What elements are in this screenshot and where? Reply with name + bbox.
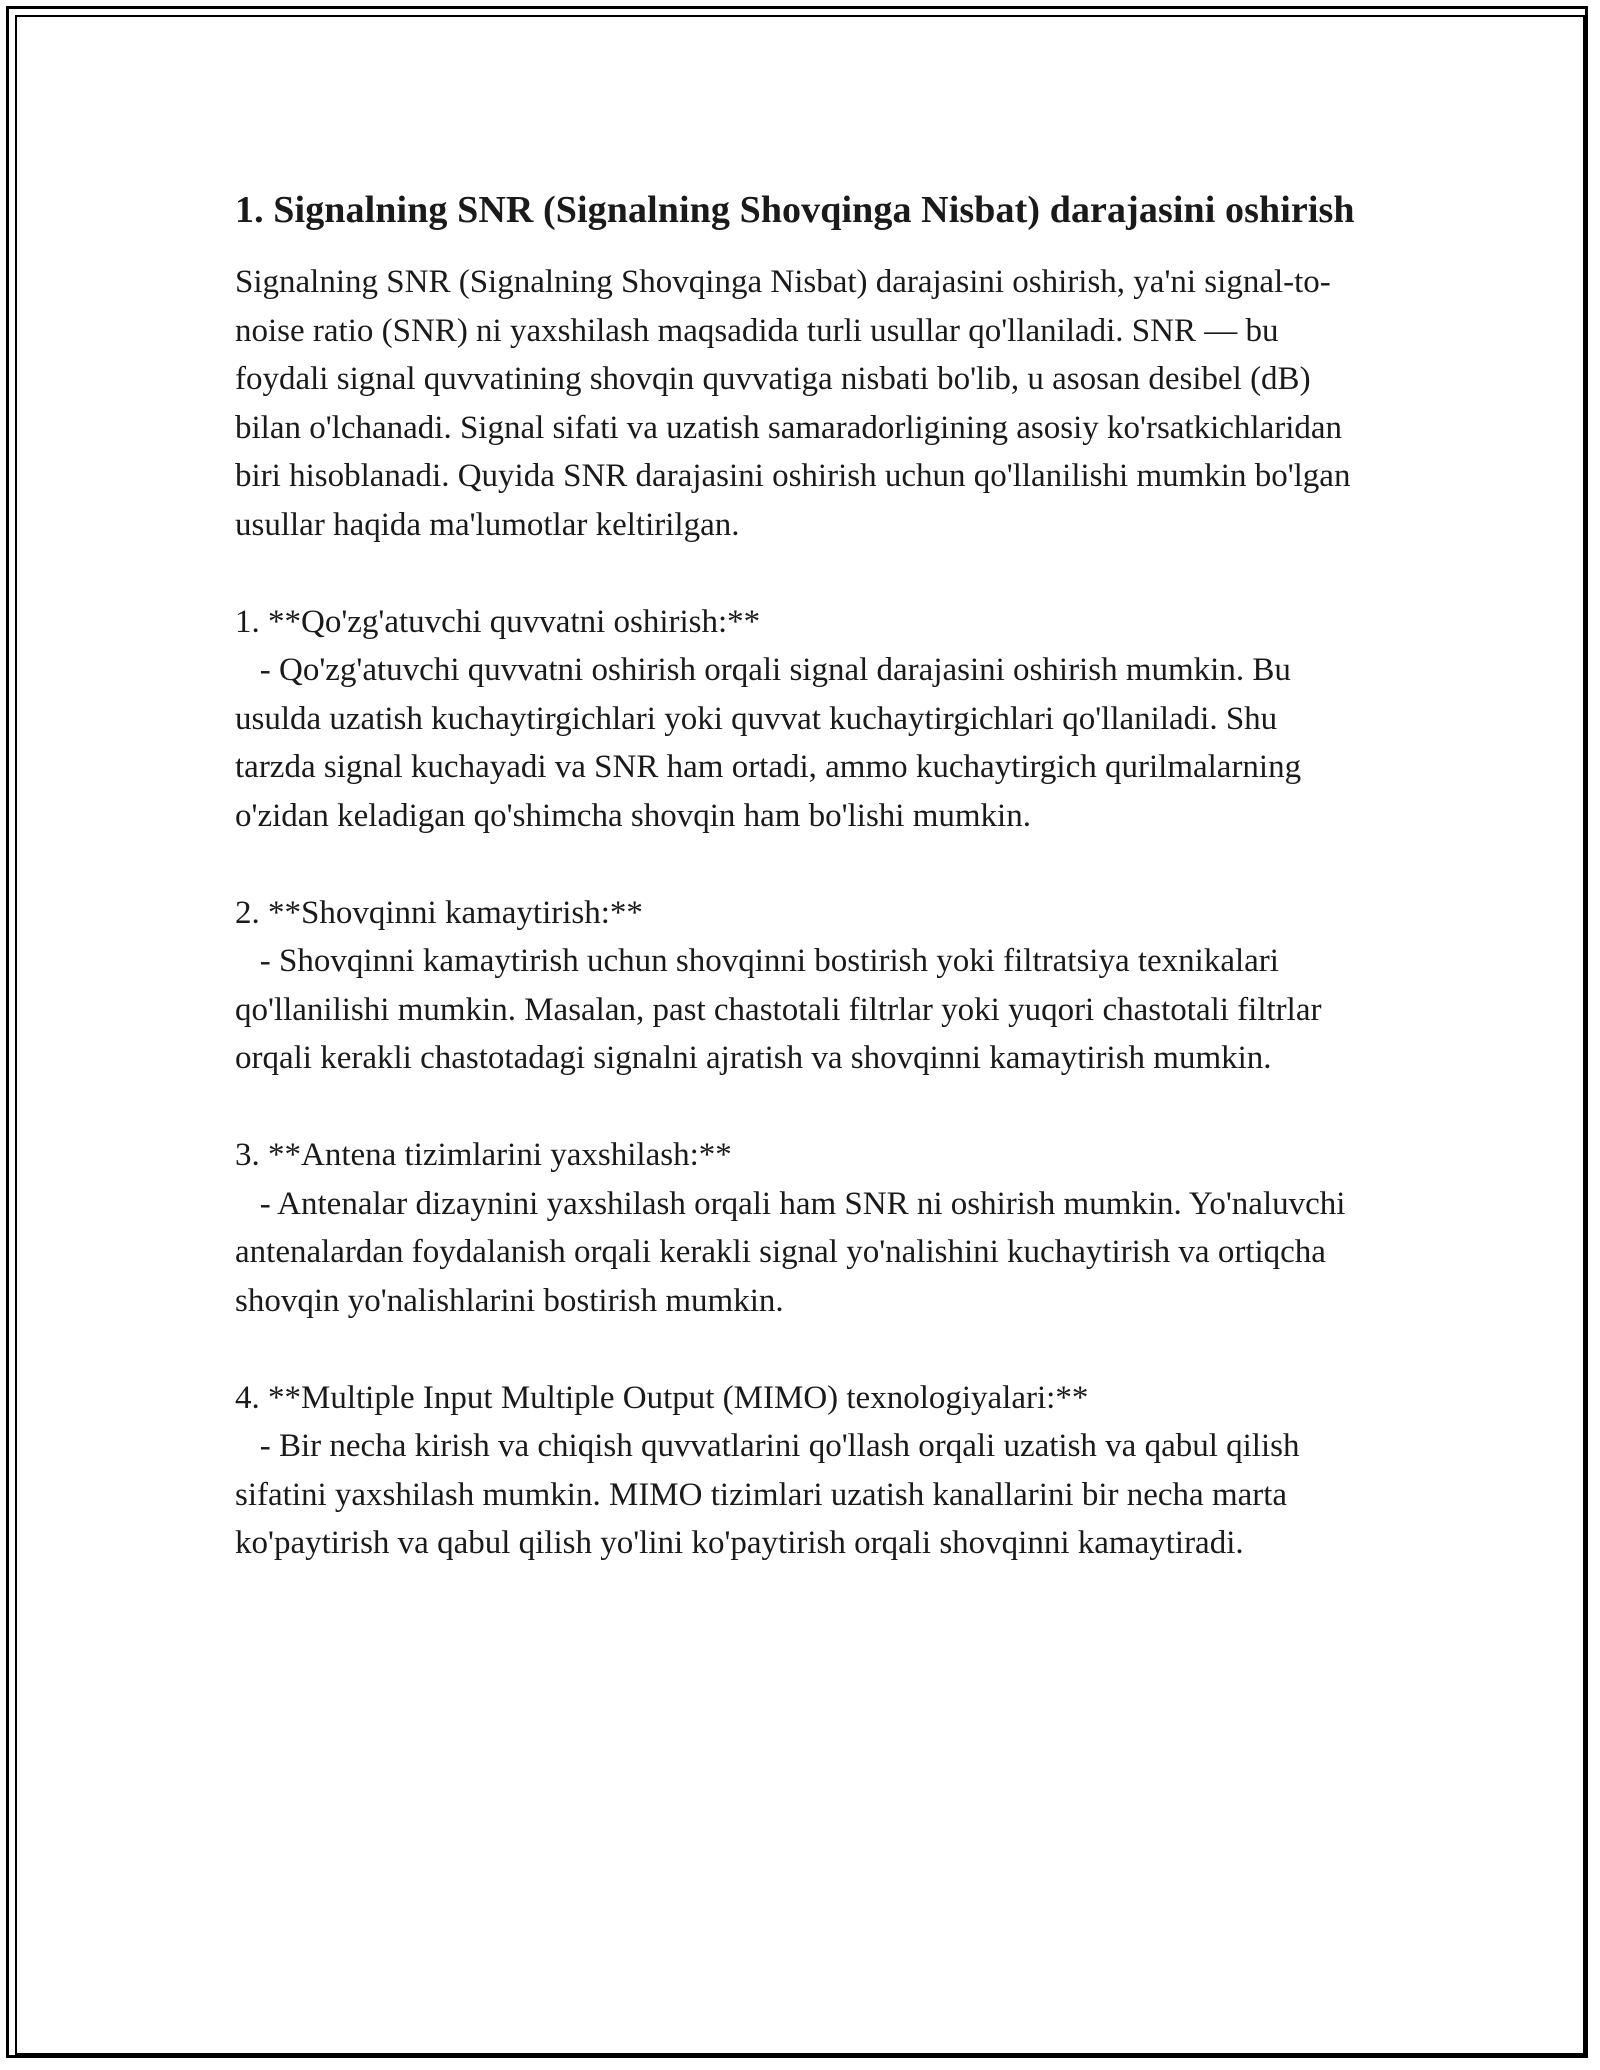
section-body: - Shovqinni kamaytirish uchun shovqinni bostirish yoki filtratsiya texnikalari qo'llanilishi mumkin. Masalan, past chastotali filtrlar yoki yuqori chastotali filtrlar orqali kerakli chastotadagi signalni ajratish va shovqinni kamaytirish mumkin. [235,943,1330,1076]
section-body: - Qo'zg'atuvchi quvvatni oshirish orqali signal darajasini oshirish mumkin. Bu usulda uzatish kuchaytirgichlari yoki quvvat kuchaytirgichlari qo'llaniladi. Shu tarzda signal kuchayadi va SNR ham ortadi, ammo kuchaytirgich qurilmalarning o'zidan keladigan qo'shimcha shovqin ham bo'lishi mumkin. [235,652,1310,834]
section-heading: 2. **Shovqinni kamaytirish:** [235,894,643,931]
section-body: - Bir necha kirish va chiqish quvvatlarini qo'llash orqali uzatish va qabul qilish sifatini yaxshilash mumkin. MIMO tizimlari uzatish kanallarini bir necha marta ko'paytirish va qabul qilish yo'lini ko'paytirish orqali shovqinni kamaytiradi. [235,1428,1308,1561]
section-body: - Antenalar dizaynini yaxshilash orqali ham SNR ni oshirish mumkin. Yo'naluvchi antenalardan foydalanish orqali kerakli signal yo'nalishini kuchaytirish va ortiqcha shovqin yo'nalishlarini bostirish mumkin. [235,1185,1354,1319]
intro-paragraph: Signalning SNR (Signalning Shovqinga Nisbat) darajasini oshirish, ya'ni signal-to-noise ratio (SNR) ni yaxshilash maqsadida turli usullar qo'llaniladi. SNR — bu foydali signal quvvatining shovqin quvvatiga nisbati bo'lib, u asosan desibel (dB) bilan o'lchanadi. Signal sifati va uzatish samaradorligining asosiy ko'rsatkichlaridan biri hisoblanadi. Quyida SNR darajasini oshirish uchun qo'llanilishi mumkin bo'lgan usullar haqida ma'lumotlar keltirilgan. [235,264,1359,543]
paragraph-gap [235,1083,1365,1132]
section-heading: 4. **Multiple Input Multiple Output (MIMO) texnologiyalari:** [235,1379,1089,1416]
paragraph-gap [235,1325,1365,1374]
section-heading: 3. **Antena tizimlarini yaxshilash:** [235,1137,732,1173]
section-heading: 1. **Qo'zg'atuvchi quvvatni oshirish:** [235,603,761,640]
document-body [235,183,1365,1568]
paragraph-gap [235,549,1365,598]
paragraph-gap [235,840,1365,889]
document-title: 1. Signalning SNR (Signalning Shovqinga Nisbat) darajasini oshirish [235,189,1355,231]
